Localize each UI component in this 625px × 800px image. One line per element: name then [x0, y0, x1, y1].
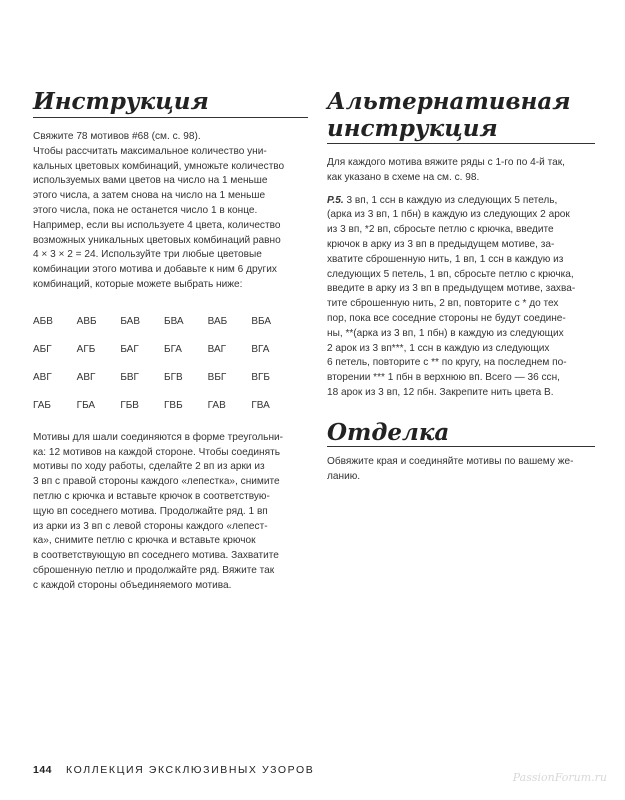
row-5-line: введите в арку из 3 вп в предыдущем мотиве, захва- — [327, 283, 576, 295]
combination: АГБ — [76, 343, 96, 355]
row-5-first-line — [327, 194, 595, 209]
combination: ВГБ — [251, 371, 270, 383]
alt-instructions-heading-line1: Альтернативная — [327, 88, 571, 115]
instructions-heading: Инструкция — [33, 88, 209, 115]
combination: ВБГ — [207, 371, 227, 383]
finishing-heading: Отделка — [327, 418, 450, 446]
intro-line: Например, если вы используете 4 цвета, количество — [33, 219, 281, 231]
row-5-line: (арка из 3 вп, 1 пбн) в каждую из следующих 2 арок — [327, 209, 570, 221]
joining-line: щую вп соседнего мотива. Продолжайте ряд. 1 вп — [33, 505, 268, 517]
combination: ГВБ — [164, 399, 183, 411]
combination: ГБА — [76, 399, 96, 411]
row-5-line: следующих 5 петель, 1 вп, сбросьте петлю с крючка, — [327, 268, 574, 280]
intro-line: возможных уникальных цветовых комбинаций равно — [33, 234, 281, 246]
combination: ВБА — [251, 315, 272, 327]
intro-line: этого числа, а затем снова на число на 1 меньше — [33, 190, 266, 202]
row-5-line: 2 арок из 3 вп***, 1 ссн в каждую из следующих — [327, 342, 550, 354]
row-5-line: пор, пока все соседние стороны не будут соедине- — [327, 312, 566, 324]
combination: ГАБ — [33, 399, 51, 411]
combination: ВАБ — [207, 315, 228, 327]
combination: ГАВ — [207, 399, 226, 411]
alt-instructions-heading-block — [327, 88, 595, 144]
row-5-line: 18 арок из 3 вп, 12 пбн. Закрепите нить цвета В. — [327, 386, 554, 398]
combination: БВА — [164, 315, 184, 327]
combination: АВБ — [76, 315, 97, 327]
combination: ГВА — [251, 399, 270, 411]
alt-instructions-heading-line2: инструкция — [327, 115, 498, 142]
intro-line: используемых вами цветов на число на 1 меньше — [33, 175, 268, 187]
row-5-first-text: 3 вп, 1 ссн в каждую из следующих 5 петель, — [343, 194, 558, 206]
joining-line: в соответствующую вп соседнего мотива. Захватите — [33, 550, 279, 562]
joining-line: 3 вп с правой стороны каждого «лепестка», снимите — [33, 476, 280, 488]
intro-line: 4 × 3 × 2 = 24. Используйте три любые цветовые — [33, 249, 262, 261]
intro-line: комбинации этого мотива и добавьте к ним 6 других — [33, 264, 277, 276]
page-number: 144 — [33, 764, 53, 776]
intro-line: этого числа, пока не останется число 1 в конце. — [33, 204, 258, 216]
joining-line: ка: 12 мотивов на каждой стороне. Чтобы соединять — [33, 446, 280, 458]
intro-line: комбинаций, которые можете выбрать ниже: — [33, 278, 243, 290]
combination: БГВ — [164, 371, 183, 383]
combination: ВГА — [251, 343, 270, 355]
combination: БВГ — [120, 371, 139, 383]
combination: БАГ — [120, 343, 139, 355]
alt-intro-line: Для каждого мотива вяжите ряды с 1-го по 4-й так, — [327, 157, 565, 168]
intro-line: Чтобы рассчитать максимальное количество уни- — [33, 145, 267, 157]
left-column — [33, 88, 308, 594]
row-5-line: вторении *** 1 пбн в верхнюю вп. Всего — 36 ссн, — [327, 372, 560, 384]
row-5-line: из 3 вп, *2 вп, сбросьте петлю с крючка, введите — [327, 224, 554, 236]
row-5-line: ны, **(арка из 3 вп, 1 пбн) в каждую из следующих — [327, 327, 564, 339]
page-footer — [33, 764, 314, 776]
finishing-text — [327, 455, 595, 485]
right-column — [327, 88, 595, 484]
combination: ВАГ — [207, 343, 227, 355]
combination: АБГ — [33, 343, 52, 355]
row-5-line: крючок в арку из 3 вп в предыдущем мотиве, за- — [327, 238, 555, 250]
joining-line: сброшенную петлю и продолжайте ряд. Вяжите так — [33, 564, 275, 576]
row-5-instructions — [327, 194, 595, 401]
collection-title: КОЛЛЕКЦИЯ ЭКСКЛЮЗИВНЫХ УЗОРОВ — [66, 764, 315, 776]
joining-line: мотивы по ходу работы, сделайте 2 вп из арки из — [33, 461, 265, 473]
intro-line: Свяжите 78 мотивов #68 (см. с. 98). — [33, 131, 201, 142]
combination: АВГ — [33, 371, 52, 383]
joining-line: петлю с крючка и вставьте крючок в соответствую- — [33, 490, 270, 502]
combination: АВГ — [76, 371, 96, 383]
joining-line: из арки из 3 вп с левой стороны каждого «лепест- — [33, 520, 268, 532]
finishing-line: ланию. — [327, 470, 361, 482]
joining-line: с каждой стороны объединяемого мотива. — [33, 579, 232, 591]
row-5-line: 6 петель, повторите с ** по кругу, на последнем по- — [327, 357, 567, 369]
combination: АБВ — [33, 315, 53, 327]
intro-line: кальных цветовых комбинаций, умножьте количество — [33, 160, 285, 172]
joining-line: ка», снимите петлю с крючка и вставьте крючок — [33, 535, 256, 547]
row-5-line: тите сброшенную нить, 2 вп, повторите с * до тех — [327, 298, 559, 310]
instructions-intro — [33, 130, 308, 293]
joining-instructions — [33, 431, 308, 594]
combination: БГА — [164, 343, 182, 355]
alt-instructions-intro — [327, 156, 595, 186]
row-5-line: хватите сброшенную нить, 1 вп, 1 ссн в каждую из — [327, 253, 564, 265]
joining-line: Мотивы для шали соединяются в форме треугольни- — [33, 431, 284, 443]
combination: ГБВ — [120, 399, 139, 411]
finishing-line: Обвяжите края и соединяйте мотивы по вашему же- — [327, 455, 574, 467]
finishing-heading-block — [327, 419, 595, 447]
instructions-heading-block — [33, 88, 308, 118]
watermark: PassionForum.ru — [512, 771, 607, 784]
combination: БАВ — [120, 315, 141, 327]
alt-intro-line: как указано в схеме на см. с. 98. — [327, 171, 480, 183]
color-combinations-grid — [33, 316, 295, 412]
row-5-label: Р.5. — [327, 194, 344, 206]
